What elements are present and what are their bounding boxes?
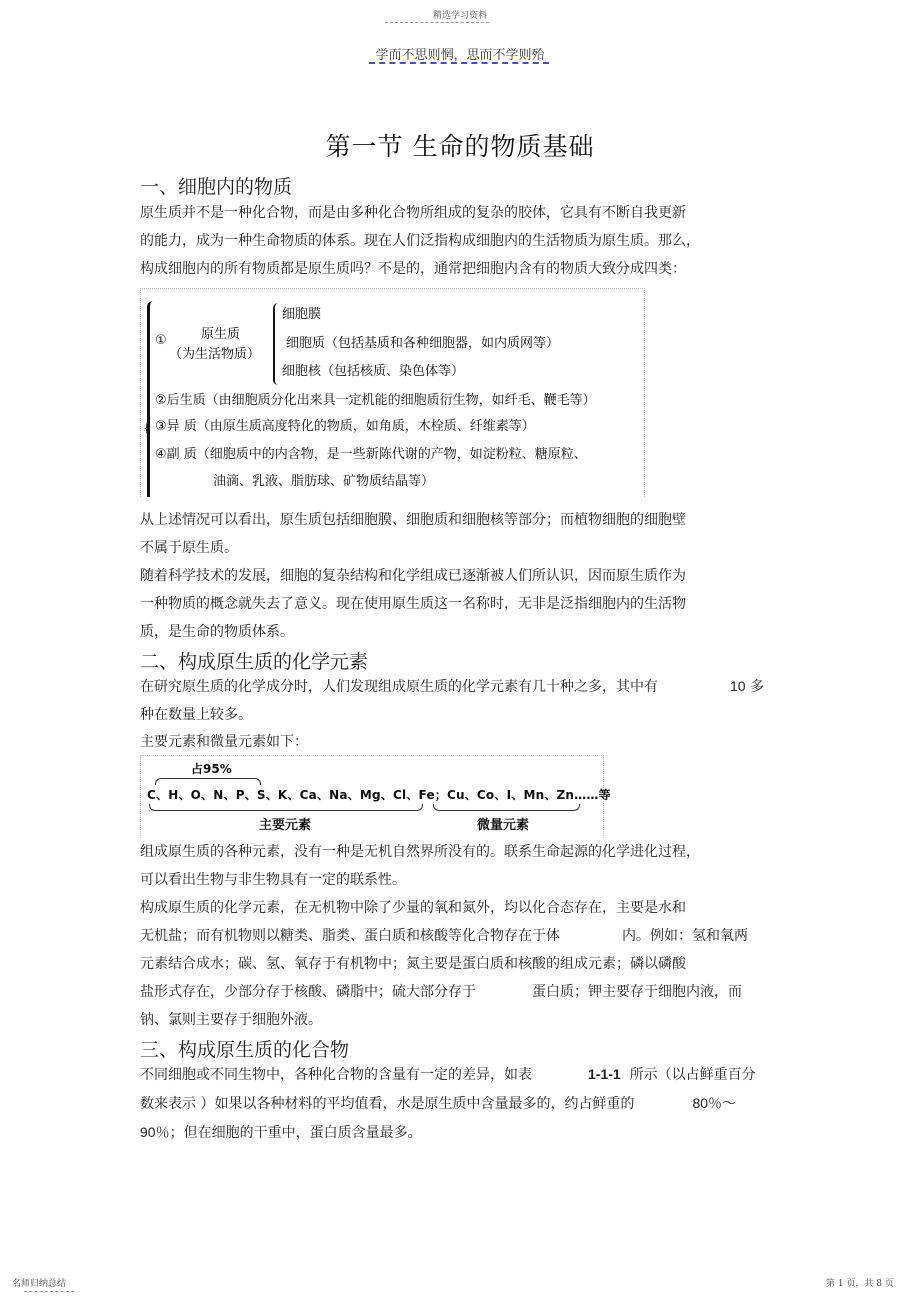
text-line: 不属于原生质。 [140,540,238,556]
text-line: 组成原生质的各种元素，没有一种是无机自然界所没有的。联系生命起源的化学进化过程， [140,844,700,860]
item1-name: 原生质 [201,327,241,342]
table-reference: 1-1-1 [588,1066,621,1082]
text-span: 所示（以占鲜重百分 [629,1067,756,1083]
text-line: 构成细胞内的所有物质都是原生质吗？不是的，通常把细胞内含有的物质大致分成四类： [140,261,686,277]
text-span: 数来表示 ）如果以各种材料的平均值看，水是原生质中含量最多的，约占鲜重的 [140,1096,635,1112]
item2: ②后生质（由细胞质分化出来具一定机能的细胞质衍生物，如纤毛、鞭毛等） [155,393,596,408]
section2-heading: 二、构成原生质的化学元素 [140,651,369,673]
text-line: 原生质并不是一种化合物，而是由多种化合物所组成的复杂的胶体，它具有不断自我更新 [140,205,686,221]
text-line [140,1118,756,1147]
text-line: 一种物质的概念就失去了意义。现在使用原生质这一名称时，无非是泛指细胞内的生活物 [140,596,686,612]
item1-part-membrane: 细胞膜 [282,307,322,322]
substance-classification-figure [140,288,645,497]
section2-para2: 主要元素和微量元素如下： [140,734,308,750]
text-span: 内。例如：氢和氧两 [622,928,748,944]
text-line: 元素结合成水；碳、氢、氧存于有机物中；氮主要是蛋白质和核酸的组成元素；磷以磷酸 [140,956,686,972]
header-motto: 学而不思则惘，思而不学则殆 [375,48,545,63]
footer-left-label: 名师归纳总结 [12,1279,67,1289]
text-line: 质，是生命的物质体系。 [140,624,294,640]
text-line: 的能力，成为一种生命物质的体系。现在人们泛指构成细胞内的生活物质为原生质。那么， [140,233,700,249]
text-line [140,672,764,701]
text-line: 构成原生质的化学元素，在无机物中除了少量的氧和氮外，均以化合态存在，主要是水和 [140,900,686,916]
trace-brace [433,804,580,811]
section3-heading: 三、构成原生质的化合物 [140,1039,350,1061]
text-span: 不同细胞或不同生物中，各种化合物的含量有一定的差异，如表 [140,1067,532,1083]
major-elements-label: 主要元素 [259,818,312,833]
section1-heading: 一、细胞内的物质 [140,176,293,198]
section2-para3 [140,838,700,894]
section1-para3 [140,562,686,646]
text-line: 从上述情况可以看出，原生质包括细胞膜、细胞质和细胞核等部分；而植物细胞的细胞壁 [140,512,686,528]
item1-number: ① [155,333,167,348]
item3: ③异 质（由原生质高度特化的物质，如角质，木栓质、纤维素等） [155,419,535,434]
text-span: 多 [750,679,765,695]
page-title: 第一节 生命的物质基础 [325,132,595,161]
text-line: 可以看出生物与非生物具有一定的联系性。 [140,872,406,888]
percent-range-start: 80％～ [692,1095,737,1111]
text-line [140,978,748,1006]
count-value: 10 [730,678,746,694]
percent-range-end: 90％ [140,1124,170,1140]
page-number: 第 1 页，共 8 页 [826,1279,894,1289]
header-top-label: 精选学习资料 [432,11,487,21]
item4-line2: 油滴、乳液、脂肪球、矿物质结晶等） [213,474,435,489]
footer-divider [24,1291,74,1292]
text-span: ；但在细胞的干重中，蛋白质含量最多。 [169,1125,422,1141]
text-line: 随着科学技术的发展，细胞的复杂结构和化学组成已逐渐被人们所认识，因而原生质作为 [140,568,686,584]
item1-note: （为生活物质） [169,347,261,362]
section1-para1 [140,199,700,283]
header-divider [385,22,489,23]
item1-part-cytoplasm: 细胞质（包括基质和各种细胞器，如内质网等） [286,336,560,351]
item4-line1: ④副 质（细胞质中的内含物，是一些新陈代谢的产物，如淀粉粒、糖原粒、 [155,447,587,462]
text-span: 无机盐；而有机物则以糖类、脂类、蛋白质和核酸等化合物存在于体 [140,928,560,944]
text-span: 蛋白质；钾主要存于细胞内液，而 [532,984,742,1000]
outer-brace-tip: { [143,421,151,435]
text-line: 钠、氯则主要存于细胞外液。 [140,1012,322,1028]
motto-underline [369,62,549,64]
percent-label: 占95% [191,762,232,776]
element-list: C、H、O、N、P、S、K、Ca、Na、Mg、Cl、Fe；Cu、Co、I、Mn、Zn……等 [147,788,611,802]
text-span: 盐形式存在，少部分存于核酸、磷脂中；硫大部分存于 [140,984,476,1000]
text-line [140,1060,756,1089]
major-brace [149,804,423,811]
percent-brace [155,778,261,785]
section2-para4 [140,894,748,1034]
text-line [140,1089,756,1118]
elements-figure [140,755,611,836]
item1-part-nucleus: 细胞核（包括核质、染色体等） [282,364,465,379]
inner-brace [273,303,280,385]
text-span: 在研究原生质的化学成分时，人们发现组成原生质的化学元素有几十种之多，其中有 [140,679,658,695]
trace-elements-label: 微量元素 [477,818,530,833]
text-line: 种在数量上较多。 [140,707,252,723]
section3-para1 [140,1060,756,1147]
section2-para1 [140,672,764,729]
text-line [140,922,748,950]
section1-para2 [140,506,686,562]
